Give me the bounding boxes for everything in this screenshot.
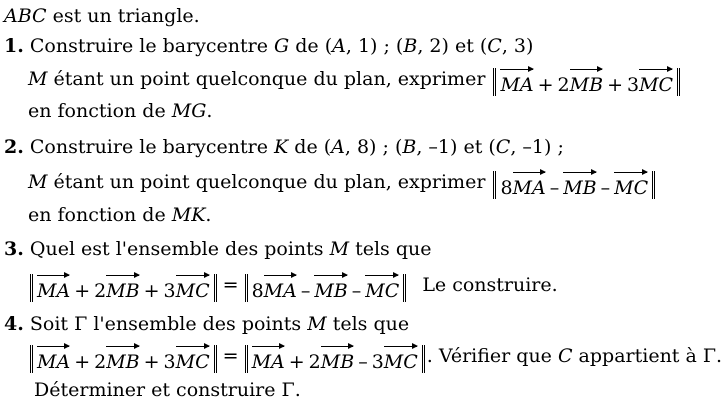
q2-period: . [205, 204, 212, 226]
minus-sign: – [351, 280, 362, 302]
plus-sign: + [74, 280, 91, 302]
vec-MB: MB [321, 345, 354, 376]
q4-verify-b: appartient à [572, 345, 703, 367]
q2-line2-text: étant un point quelconque du plan, exprimer [47, 171, 492, 193]
q2-M: M [28, 171, 48, 193]
coef: 2 [94, 280, 107, 302]
minus-sign: – [358, 351, 368, 373]
minus-sign: – [300, 280, 311, 302]
q4-verify-c: . [716, 345, 722, 367]
q1-B: B [403, 35, 418, 57]
q2-text-b: de ( [288, 136, 332, 158]
q4-text-b: l'ensemble des points [87, 313, 308, 335]
coef: 2 [94, 351, 107, 373]
vec-MB: MB [570, 68, 603, 99]
coef: 2 [557, 74, 570, 96]
q1-line2-text: étant un point quelconque du plan, exprimer [47, 68, 492, 90]
q1-G: G [274, 35, 290, 57]
q4-last-text: Déterminer et construire [34, 379, 282, 401]
q4-line1 [4, 312, 409, 336]
q1-period: . [206, 100, 213, 122]
q1-text-d: , 2) et ( [417, 35, 488, 57]
q4-last-period: . [294, 379, 301, 401]
q3-M: M [329, 238, 350, 260]
plus-sign: + [143, 351, 160, 373]
equals-sign: = [222, 345, 239, 367]
q3-line1 [4, 237, 432, 261]
q1-MG: MG [171, 100, 207, 122]
coef: 3 [163, 351, 176, 373]
q1-norm [493, 68, 680, 96]
q2-number: 2. [4, 136, 24, 158]
q4-M: M [307, 313, 327, 335]
q4-line3 [34, 378, 301, 402]
q3-norm-right [245, 274, 407, 302]
q1-text-b: de ( [289, 35, 333, 57]
plus-sign: + [74, 351, 91, 373]
q4-norm-right [245, 345, 425, 373]
coef: 2 [308, 351, 321, 373]
q3-norm-left [30, 274, 217, 302]
vec-MA: MA [500, 68, 533, 99]
q4-number: 4. [4, 313, 24, 335]
q2-MK: MK [171, 204, 206, 226]
gamma-symbol: Γ [74, 313, 88, 335]
coef: 8 [251, 280, 264, 302]
plus-sign: + [143, 280, 160, 302]
vec-MC: MC [176, 345, 210, 376]
vec-MC: MC [365, 274, 399, 305]
q2-text-e: , –1) ; [510, 136, 564, 158]
plus-sign: + [607, 74, 623, 96]
q4-line2 [28, 344, 722, 373]
q1-text-e: , 3) [501, 35, 534, 57]
q1-text-a: Construire le barycentre [23, 35, 275, 57]
q2-text-c: , 8) ; ( [344, 136, 403, 158]
q1-text-c: , 1) ; ( [345, 35, 404, 57]
gamma-symbol: Γ [702, 345, 717, 367]
vec-MB: MB [106, 345, 139, 376]
q2-K: K [274, 136, 289, 158]
q1-A: A [332, 35, 346, 57]
vec-MB: MB [314, 274, 347, 305]
q1-line3-text: en fonction de [28, 100, 172, 122]
q2-line1 [4, 135, 564, 159]
equals-sign: = [222, 274, 239, 296]
vec-MA: MA [513, 171, 546, 202]
q4-text-a: Soit [23, 313, 75, 335]
q1-line3 [28, 99, 212, 123]
vec-MC: MC [384, 345, 418, 376]
q3-line2 [28, 273, 558, 302]
intro-line [4, 4, 200, 28]
q2-norm [493, 171, 655, 199]
q1-line2 [28, 67, 682, 96]
q2-text-a: Construire le barycentre [23, 136, 275, 158]
q2-text-d: , –1) et ( [416, 136, 496, 158]
triangle-name: ABC [4, 5, 47, 27]
plus-sign: + [537, 74, 554, 96]
vec-MC: MC [176, 274, 210, 305]
gamma-symbol: Γ [281, 379, 295, 401]
q1-M: M [28, 68, 48, 90]
vec-MA: MA [264, 274, 297, 305]
q3-number: 3. [4, 238, 24, 260]
q2-C: C [495, 136, 511, 158]
q4-verify-a: . Vérifier que [426, 345, 558, 367]
vec-MA: MA [37, 274, 70, 305]
vec-MA: MA [252, 345, 285, 376]
minus-sign: – [549, 177, 560, 199]
vec-MB: MB [106, 274, 139, 305]
q3-construct: Le construire. [422, 274, 558, 296]
q2-A: A [331, 136, 345, 158]
vec-MC: MC [614, 171, 648, 202]
q4-norm-left [30, 345, 217, 373]
q4-text-c: tels que [326, 313, 410, 335]
q2-line2 [28, 170, 657, 199]
q3-text-a: Quel est l'ensemble des points [23, 238, 330, 260]
coef: 3 [626, 74, 640, 96]
vec-MA: MA [37, 345, 70, 376]
q3-text-b: tels que [349, 238, 432, 260]
coef: 3 [163, 280, 176, 302]
plus-sign: + [288, 351, 305, 373]
q1-C: C [487, 35, 502, 57]
vec-MC: MC [639, 68, 673, 99]
q2-B: B [402, 136, 417, 158]
q2-line3 [28, 203, 211, 227]
minus-sign: – [600, 177, 611, 199]
q4-C: C [557, 345, 573, 367]
intro-text: est un triangle. [46, 5, 200, 27]
q1-number: 1. [4, 35, 24, 57]
coef: 3 [371, 351, 384, 373]
q2-line3-text: en fonction de [28, 204, 172, 226]
coef: 8 [500, 177, 513, 199]
q1-line1 [4, 34, 533, 58]
vec-MB: MB [563, 171, 596, 202]
